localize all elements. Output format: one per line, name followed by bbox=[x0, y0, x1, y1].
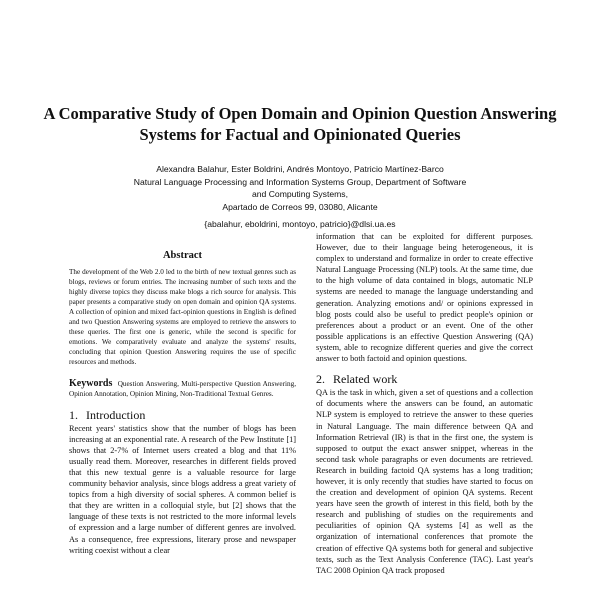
section-title: Related work bbox=[333, 372, 398, 387]
introduction-continued-text: information that can be exploited for different purposes. However, due to their language being heterogeneous, it is complex to understand and formalize in order to create effective Natural Language Processing (NLP) tools. At the same time, due to the high volume of data contained in blogs, automatic NLP systems are needed to manage the language understanding and generation. Analyzing emotions and/ or opinions expressed in blog posts could also be useful to predict people's opinion or preferences about a product or an event. One of the other possible applications is an effective Question Answering (QA) system, able to recognize different queries and give the correct answer to both factoid and opinion questions. bbox=[316, 232, 533, 364]
abstract-text: The development of the Web 2.0 led to the birth of new textual genres such as blogs, reviews or forum entries. The increasing number of such texts and the highly diverse topics they discuss make blogs a rich source for analysis. This paper presents a comparative study on open domain and opinion QA systems. A collection of opinion and mixed fact-opinion questions in English is defined and two Question Answering systems are employed to retrieve the answers to these queries. The first one is generic, while the second is specific for emotions. We comparatively evaluate and analyze the systems' results, concluding that opinion Question Answering requires the use of specific resources and methods. bbox=[69, 268, 296, 366]
address: Apartado de Correos 99, 03080, Alicante bbox=[222, 201, 378, 212]
section-number: 1. bbox=[69, 407, 78, 422]
keywords-label: Keywords bbox=[69, 377, 113, 389]
section-number: 2. bbox=[316, 372, 325, 387]
author-block bbox=[60, 163, 540, 213]
keywords bbox=[69, 379, 296, 400]
author-emails: {abalahur, eboldrini, montoyo, patricio}@dlsi.ua.es bbox=[204, 219, 396, 229]
paper-title: A Comparative Study of Open Domain and Opinion Question Answering Systems for Factual and Opinionated Queries bbox=[43, 104, 557, 144]
section-heading-related-work bbox=[316, 374, 533, 385]
introduction-text: Recent years' statistics show that the number of blogs has been increasing at an exponential rate. A research of the Pew Institute [1] shows that 2-7% of Internet users created a blog and that 11% usually read them. Moreover, researches in different fields proved that this new textual genre is a valuable resource for large community behavior analysis, since blogs address a great variety of topics from a high diversity of social spheres. A common belief is that they are written in a colloquial style, but [2] shows that the language of these texts is not restricted to the more informal levels of expression and a large number of different genres are involved. As a consequence, free expressions, literary prose and newspaper writing coexist without a clear bbox=[69, 423, 296, 555]
section-heading-introduction bbox=[69, 407, 296, 422]
left-column bbox=[69, 231, 296, 556]
authors: Alexandra Balahur, Ester Boldrini, Andrés Montoyo, Patricio Martínez-Barco bbox=[156, 164, 444, 174]
abstract-heading: Abstract bbox=[162, 250, 203, 261]
section-title: Introduction bbox=[86, 407, 146, 422]
right-column bbox=[316, 231, 533, 576]
affiliation-line-2: and Computing Systems, bbox=[251, 189, 348, 199]
keywords-text: Question Answering, Multi-perspective Question Answering, Opinion Annotation, Opinion Mining, Non-Traditional Textual Genres. bbox=[69, 379, 296, 398]
related-work-text: QA is the task in which, given a set of questions and a collection of documents where the answers can be found, an automatic NLP system is employed to retrieve the answer to these queries in Natural Language. The main difference between QA and Information Retrieval (IR) is that in the first one, the system is supposed to output the exact answer snippet, whereas in the second task whole paragraphs or even documents are retrieved. Research in building factoid QA systems has a long tradition; however, it is only recently that studies have started to focus on the creation and development of opinion QA systems. Recent years have seen the growth of interest in this field, both by the research and publishing of studies on the requirements and peculiarities of opinion QA systems [4] as well as the organization of international conferences that promote the creation of effective QA systems both for general and subjective texts, such as the Text Analysis Conference (TAC). Last year's TAC 2008 Opinion QA track proposed bbox=[316, 388, 533, 575]
affiliation-line-1: Natural Language Processing and Information Systems Group, Department of Software bbox=[133, 176, 467, 187]
